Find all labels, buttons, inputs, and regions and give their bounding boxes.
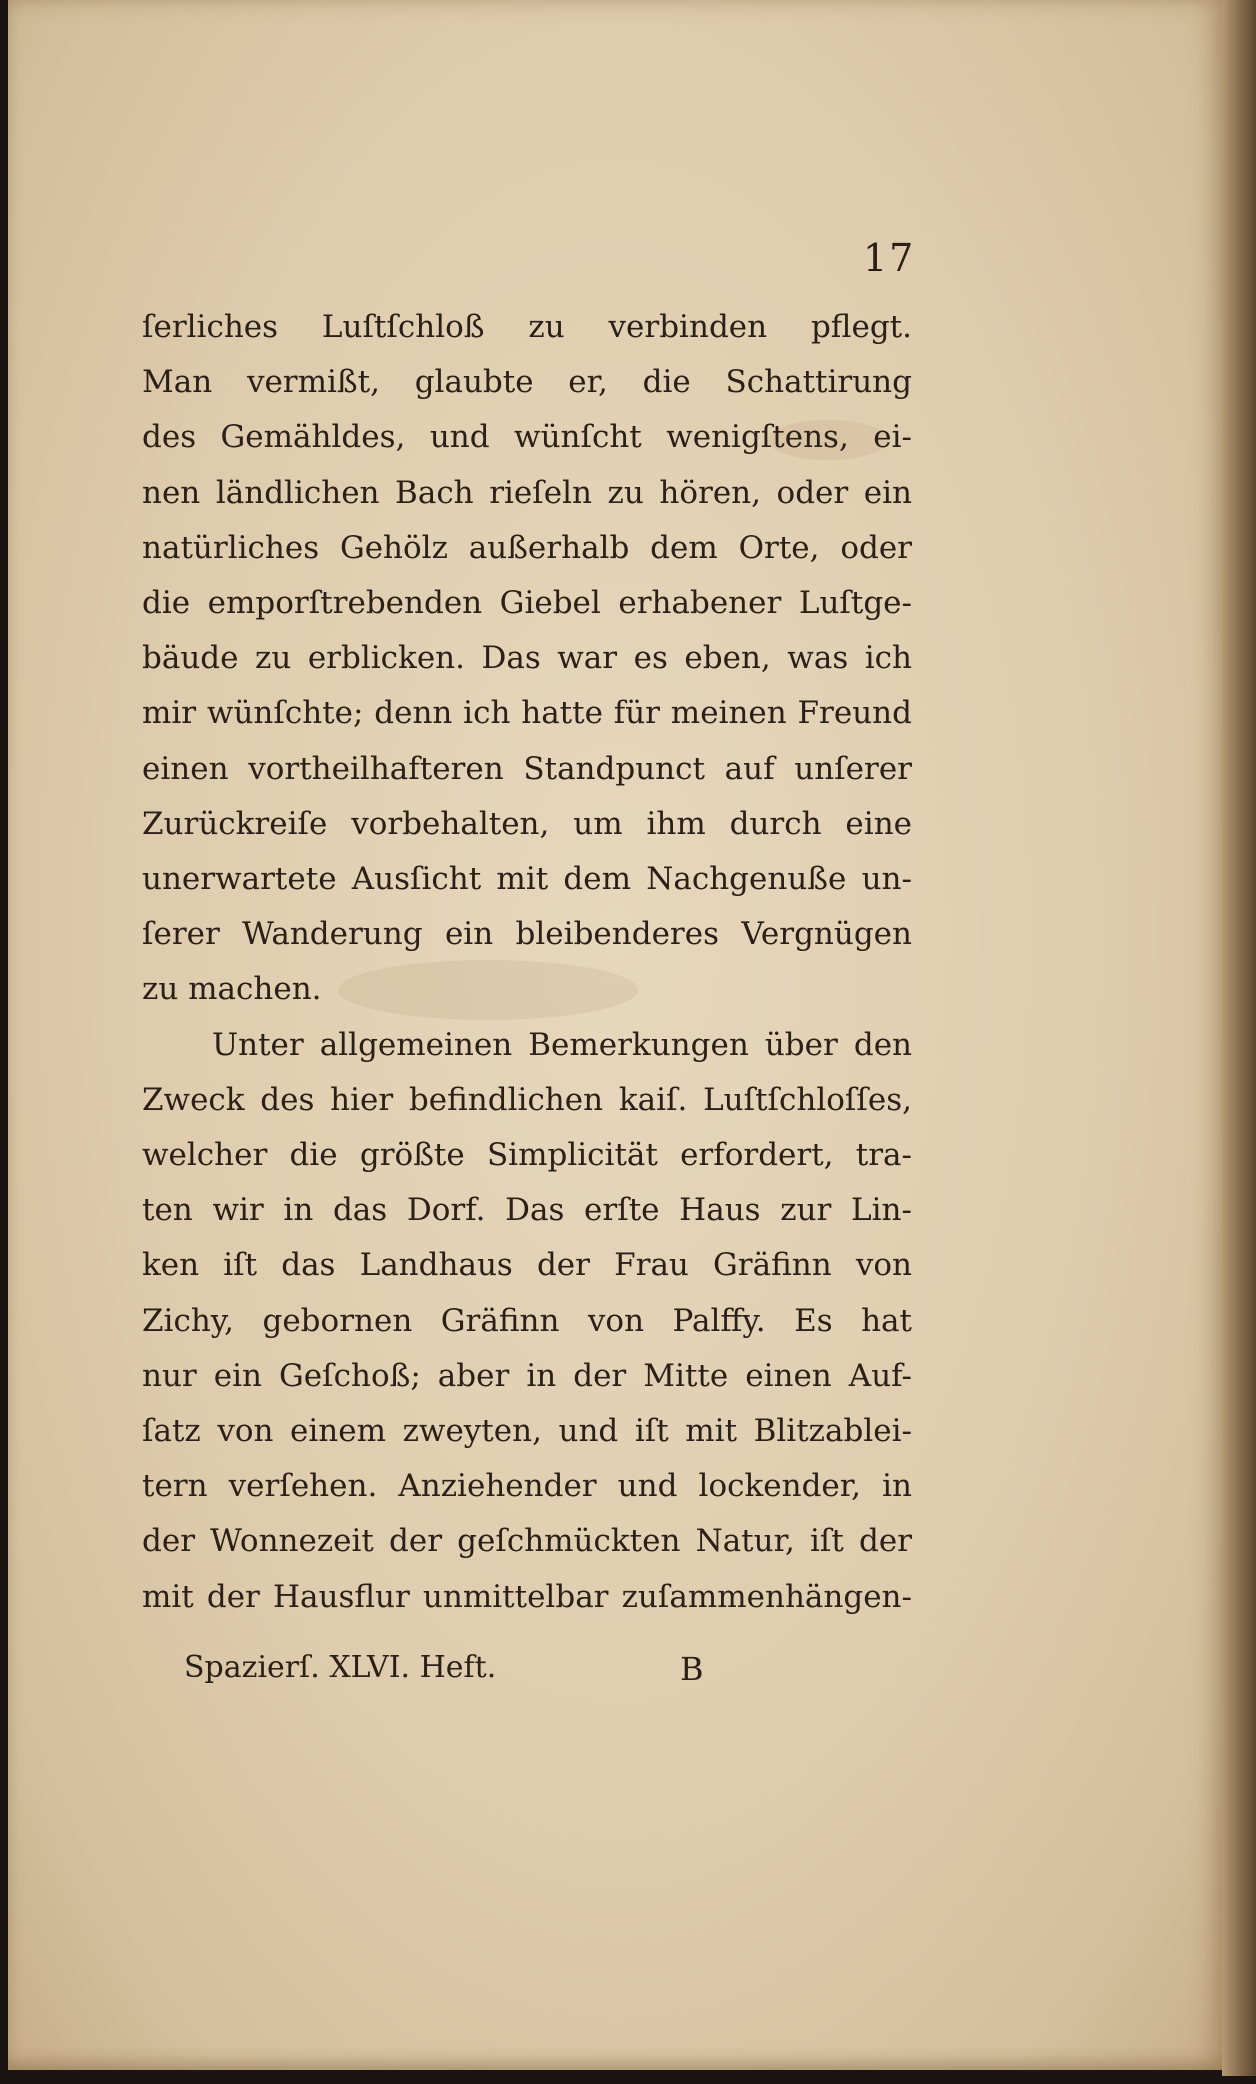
printer-signature: B	[680, 1650, 704, 1688]
text-line: Zweck des hier befindlichen kaiſ. Luſtſchloſſes,	[142, 1081, 912, 1118]
text-line: zu machen.	[142, 971, 322, 1008]
text-line: einen vortheilhafteren Standpunct auf unſerer	[142, 750, 912, 787]
text-line: nur ein Geſchoß; aber in der Mitte einen Auf-	[142, 1357, 912, 1394]
book-page	[8, 0, 1226, 2070]
text-line: unerwartete Ausſicht mit dem Nachgenuße un-	[142, 861, 912, 898]
text-line: tern verſehen. Anziehender und lockender, in	[142, 1468, 912, 1505]
text-line: nen ländlichen Bach rieſeln zu hören, oder ein	[142, 474, 912, 511]
text-line: welcher die größte Simplicität erfordert, tra-	[142, 1137, 912, 1174]
text-line: mir wünſchte; denn ich hatte für meinen Freund	[142, 695, 912, 732]
text-line: des Gemähldes, und wünſcht wenigſtens, ei-	[142, 419, 912, 456]
text-line: ſerer Wanderung ein bleibenderes Vergnügen	[142, 916, 912, 953]
body-text	[142, 300, 912, 1625]
text-line: bäude zu erblicken. Das war es eben, was ich	[142, 640, 912, 677]
text-line: ſatz von einem zweyten, und iſt mit Blitzablei-	[142, 1413, 912, 1450]
text-line: ſerliches Luſtſchloß zu verbinden pflegt.	[142, 309, 912, 345]
text-line: ten wir in das Dorf. Das erſte Haus zur Lin-	[142, 1192, 912, 1229]
page-number: 17	[863, 236, 916, 280]
text-line: ken iſt das Landhaus der Frau Gräfinn von	[142, 1247, 912, 1284]
book-edge	[1222, 0, 1256, 2076]
text-line: die emporſtrebenden Giebel erhabener Luſtge-	[142, 585, 912, 622]
signature-line: Spazierſ. XLVI. Heft.	[184, 1650, 497, 1685]
text-line: Zichy, gebornen Gräfinn von Palffy. Es hat	[142, 1302, 912, 1339]
text-line: natürliches Gehölz außerhalb dem Orte, oder	[142, 529, 912, 566]
text-line: der Wonnezeit der geſchmückten Natur, iſt der	[142, 1523, 912, 1560]
text-line: mit der Hausflur unmittelbar zuſammenhängen-	[142, 1578, 912, 1615]
text-line: Zurückreiſe vorbehalten, um ihm durch eine	[142, 805, 912, 842]
text-line: Man vermißt, glaubte er, die Schattirung	[142, 364, 912, 401]
text-line: Unter allgemeinen Bemerkungen über den	[212, 1026, 912, 1063]
